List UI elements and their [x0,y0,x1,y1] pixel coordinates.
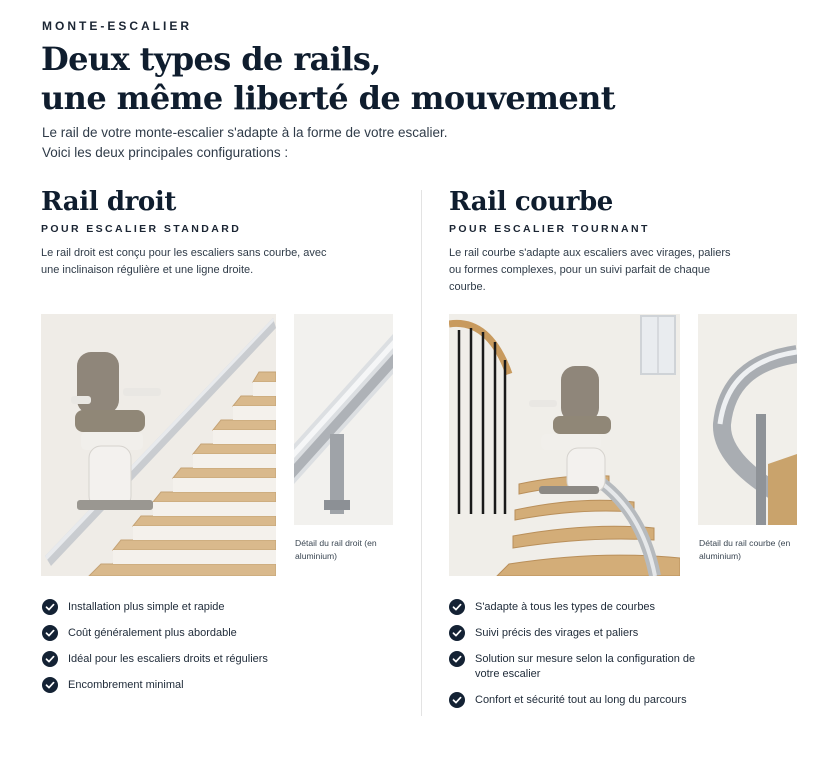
straight-rail-feature-list [42,600,402,704]
check-circle-icon [449,692,465,708]
page-title-line-2: une même liberté de mouvement [41,79,615,117]
curved-rail-title: Rail courbe [449,187,613,217]
intro-text [42,123,562,163]
feature-text: Confort et sécurité tout au long du parcours [475,694,687,706]
check-circle-icon [42,625,58,641]
feature-item [42,600,402,615]
straight-stairlift-photo [41,314,276,576]
feature-text: Coût généralement plus abordable [68,627,237,639]
curved-rail-feature-list [449,600,809,719]
feature-text: Idéal pour les escaliers droits et réguliers [68,653,268,665]
straight-stairlift-illustration [41,314,276,576]
straight-rail-title: Rail droit [41,187,176,217]
check-circle-icon [449,625,465,641]
intro-line-2: Voici les deux principales configurations : [42,145,289,160]
curved-rail-section [449,186,829,296]
curved-stairlift-illustration [449,314,680,576]
check-circle-icon [449,651,465,667]
feature-item [449,626,809,641]
straight-rail-detail-caption: Détail du rail droit (en aluminium) [295,538,377,561]
feature-text: Installation plus simple et rapide [68,601,225,613]
column-divider [421,190,422,716]
feature-text: Suivi précis des virages et paliers [475,627,639,639]
feature-item [42,678,402,693]
page-title-line-1: Deux types de rails, [41,40,381,78]
eyebrow-label: MONTE-ESCALIER [42,19,192,33]
straight-rail-section [41,186,421,279]
curved-stairlift-photo [449,314,680,576]
feature-item [449,652,809,682]
page-title [41,40,641,118]
straight-rail-detail-illustration [294,314,393,525]
feature-item [449,693,809,708]
curved-rail-subtitle: POUR ESCALIER TOURNANT [449,223,650,235]
intro-line-1: Le rail de votre monte-escalier s'adapte à la forme de votre escalier. [42,125,448,140]
feature-text: Encombrement minimal [68,679,184,691]
feature-item [42,652,402,667]
feature-item [42,626,402,641]
check-circle-icon [42,651,58,667]
curved-rail-detail-caption: Détail du rail courbe (en aluminium) [699,538,791,561]
check-circle-icon [42,677,58,693]
feature-text: S'adapte à tous les types de courbes [475,601,656,613]
curved-rail-detail-photo [698,314,797,525]
check-circle-icon [42,599,58,615]
straight-rail-subtitle: POUR ESCALIER STANDARD [41,223,242,235]
feature-text: Solution sur mesure selon la configuration de votre escalier [475,653,696,680]
check-circle-icon [449,599,465,615]
straight-rail-detail-photo [294,314,393,525]
straight-rail-description: Le rail droit est conçu pour les escaliers sans courbe, avec une inclinaison régulière et une ligne droite. [41,247,327,276]
curved-rail-detail-illustration [698,314,797,525]
curved-rail-description: Le rail courbe s'adapte aux escaliers avec virages, paliers ou formes complexes, pour un suivi parfait de chaque courbe. [449,247,731,293]
feature-item [449,600,809,615]
